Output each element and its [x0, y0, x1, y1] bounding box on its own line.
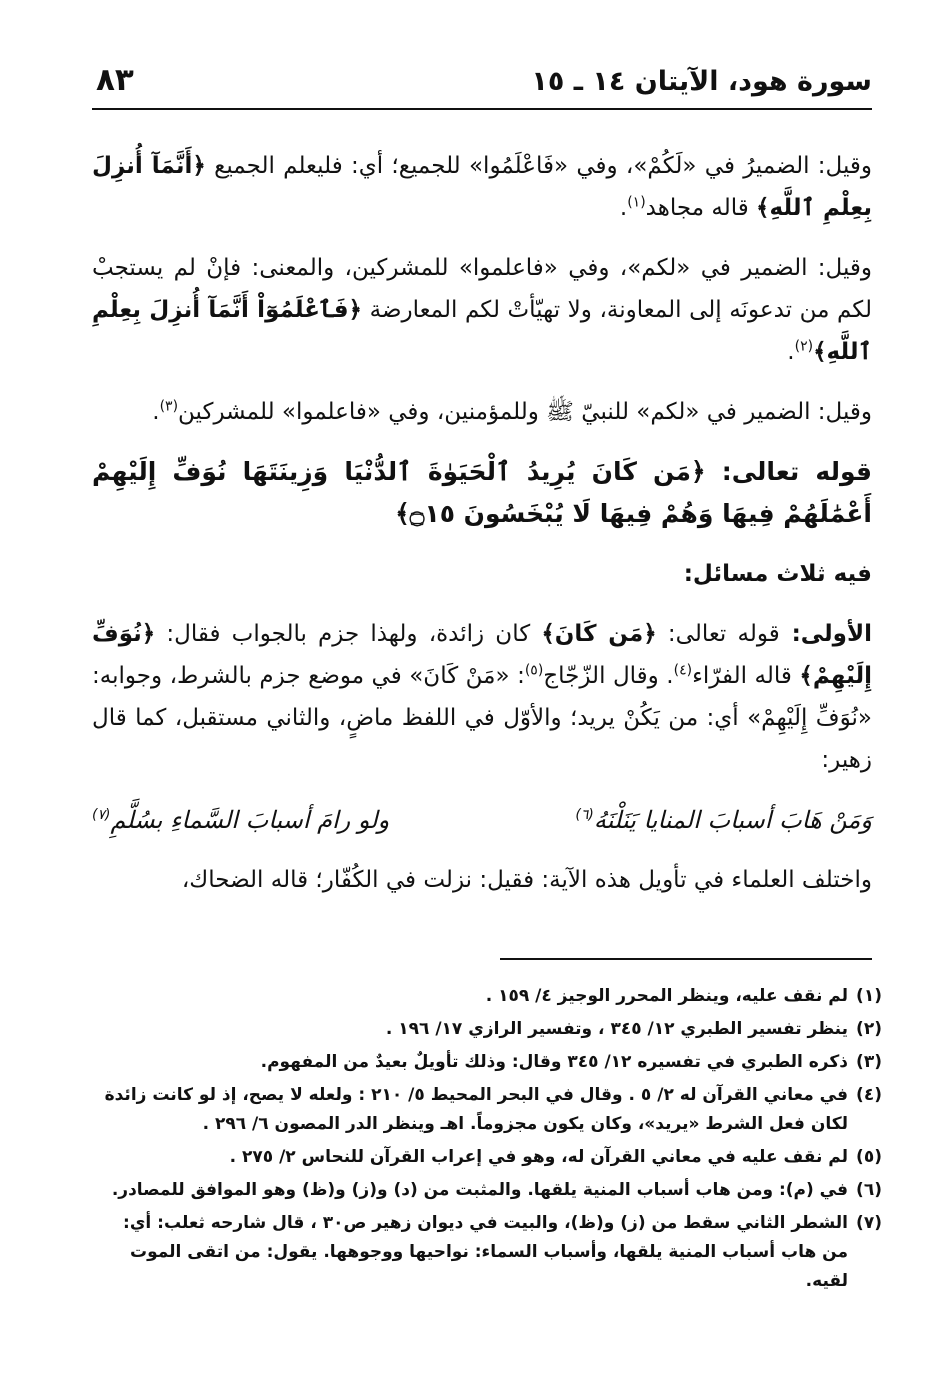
paragraph-1-text: وقيل: الضميرُ في «لَكُمْ»، وفي «فَاعْلَمُوا» للجميع؛ أي: فليعلم الجميع: [214, 153, 873, 179]
footnote-text: في معاني القرآن له ٢/ ٥ . وقال في البحر المحيط ٥/ ٢١٠ : ولعله لا يصح، إذ لو كانت زائدة لكان فعل الشرط «يريد»، وكان يكون مجزوماً. اهـ وينظر الدر المصون ٦/ ٢٩٦ .: [104, 1085, 848, 1134]
quran-quote: ﴿أَنَّمَآ أُنزِلَ بِعِلْمِ ٱللَّهِ﴾: [92, 153, 872, 221]
ayah-heading: [92, 451, 872, 535]
verse-hemistich-2: [92, 799, 389, 841]
footnote-ref: (٤): [673, 662, 693, 679]
footnote-ref: (١): [627, 194, 646, 211]
footnote-text: ينظر تفسير الطبري ١٢/ ٣٤٥ ، وتفسير الرازي ١٧/ ١٩٦ .: [385, 1019, 848, 1039]
footnote-divider: [500, 958, 872, 960]
paragraph-3: [92, 391, 872, 433]
ayah-text: ﴿مَن كَانَ يُرِيدُ ٱلْحَيَوٰةَ ٱلدُّنْيَا وَزِينَتَهَا نُوَفِّ إِلَيْهِمْ أَعْمَٰلَهُمْ فِيهَا وَهُمْ فِيهَا لَا يُبْخَسُونَ ۝١٥﴾: [92, 457, 872, 528]
running-title: سورة هود، الآيتان ١٤ ـ ١٥: [531, 66, 872, 97]
footnote-text: ذكره الطبري في تفسيره ١٢/ ٣٤٥ وقال: وذلك تأويلٌ بعيدٌ من المفهوم.: [260, 1052, 848, 1072]
paragraph-1-text-end: قاله مجاهد: [645, 195, 757, 221]
footnote: [92, 1143, 882, 1172]
ayah-lead: قوله تعالى:: [705, 457, 873, 486]
footnote: [92, 1209, 882, 1296]
paragraph-4-text: كان زائدة، ولهذا جزم بالجواب فقال:: [155, 621, 542, 647]
punctuation: .: [152, 399, 160, 425]
footnotes: [92, 982, 882, 1300]
footnote-ref: (٣): [159, 398, 179, 415]
page-number: ٨٣: [96, 62, 134, 98]
footnote: [92, 1081, 882, 1139]
footnote-text: الشطر الثاني سقط من (ز) و(ظ)، والبيت في ديوان زهير ص٣٠ ، قال شارحه ثعلب: أي: من هاب أسباب المنية يلقها، وأسباب السماء: نواحيها ووجوهها. يقول: من اتقى الموت لقيه.: [123, 1213, 848, 1291]
footnote-text: في (م): ومن هاب أسباب المنية يلقها. والمثبت من (د) و(ز) و(ظ) وهو الموافق للمصادر.: [111, 1180, 848, 1200]
verse-text: وَمَنْ هَابَ أسبابَ المنايا يَنَلْنَهُ: [593, 806, 872, 834]
footnote: [92, 1176, 882, 1205]
footnote-number: (٣): [856, 1052, 882, 1072]
footnote-ref: (٥): [524, 662, 544, 679]
paragraph-2: [92, 247, 872, 373]
quran-quote: ﴿فَٱعْلَمُوٓاْ أَنَّمَآ أُنزِلَ بِعِلْمِ ٱللَّهِ﴾: [92, 297, 872, 365]
verse-hemistich-1: [575, 799, 872, 841]
footnote: [92, 1048, 882, 1077]
paragraph-4-text: قوله تعالى:: [656, 621, 780, 647]
punctuation: .: [787, 339, 795, 365]
footnote-number: (٢): [856, 1019, 882, 1039]
page-header: [92, 58, 872, 110]
quran-quote: ﴿مَن كَانَ﴾: [541, 621, 657, 647]
main-text: [92, 145, 872, 919]
paragraph-4-text: : «مَنْ كَانَ» في موضع جزم بالشرط، وجوابه: «نُوَفِّ إِلَيْهِمْ» أي: من يَكُنْ يريد؛ والأوّل في اللفظ ماضٍ، والثاني مستقبل، كما قال زهير:: [92, 663, 872, 773]
section-heading: فيه ثلاث مسائل:: [683, 561, 872, 587]
paragraph-5: واختلف العلماء في تأويل هذه الآية: فقيل: نزلت في الكُفّار؛ قاله الضحاك،: [181, 867, 872, 893]
paragraph-3-text: وقيل: الضمير في «لكم» للنبيّ ﷺ وللمؤمنين، وفي «فاعلموا» للمشركين: [178, 399, 872, 425]
paragraph-4-text: قاله الفرّاء: [692, 663, 800, 689]
footnote-number: (٦): [856, 1180, 882, 1200]
footnote-ref: (٢): [794, 338, 814, 355]
poetry-verse: [92, 799, 872, 841]
footnote-number: (٥): [856, 1147, 882, 1167]
footnote-ref: (٦): [575, 807, 594, 823]
footnote: [92, 1015, 882, 1044]
footnote-text: لم نقف عليه، وينظر المحرر الوجيز ٤/ ١٥٩ .: [485, 986, 848, 1006]
paragraph-4: [92, 613, 872, 781]
footnote-number: (٤): [856, 1085, 882, 1105]
paragraph-2-text: وقيل: الضمير في «لكم»، وفي «فاعلموا» للمشركين، والمعنى: فإنْ لم يستجبْ لكم من تدعونَه إلى المعاونة، ولا تهيّأتْ لكم المعارضة: [92, 255, 873, 323]
verse-text: ولو رامَ أسبابَ السَّماءِ بسُلَّمِ: [110, 806, 390, 834]
quran-quote: ﴿نُوَفِّ إِلَيْهِمْ﴾: [92, 621, 872, 689]
footnote-number: (١): [856, 986, 882, 1006]
footnote-number: (٧): [856, 1213, 882, 1233]
footnote-text: لم نقف عليه في معاني القرآن له، وهو في إعراب القرآن للنحاس ٢/ ٢٧٥ .: [229, 1147, 848, 1167]
paragraph-1: [92, 145, 872, 229]
punctuation: .: [619, 195, 628, 221]
issue-label: الأولى:: [779, 621, 872, 647]
paragraph-4-text: . وقال الزّجّاج: [543, 663, 674, 689]
footnote: [92, 982, 882, 1011]
footnote-ref: (٧): [92, 807, 111, 823]
